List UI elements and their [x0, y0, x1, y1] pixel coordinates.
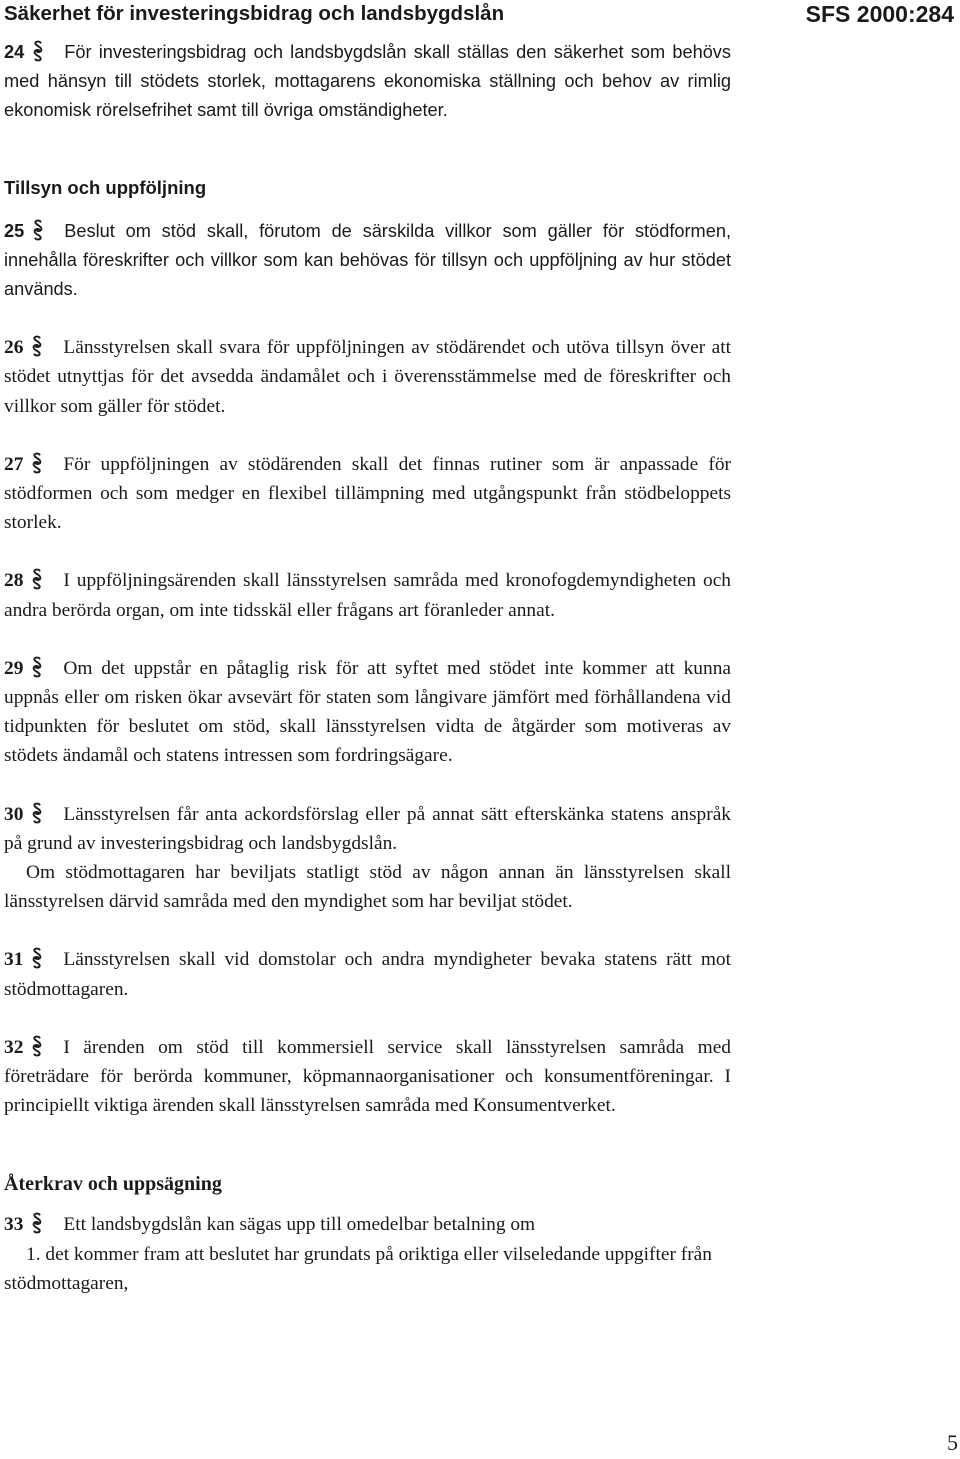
page-header [4, 0, 954, 30]
section-sign-icon [32, 219, 44, 241]
section-sign-icon [32, 40, 44, 62]
section-text: Länsstyrelsen skall svara för uppföljningen av stödärendet och utöva tillsyn över att stödet utnyttjas för det avsedda ändamålet och i överensstämmelse med de föreskrifter och villkor som gäller för stödet. [4, 337, 731, 417]
section-29 [4, 654, 731, 771]
section-text: Beslut om stöd skall, förutom de särskilda villkor som gäller för stödformen, innehålla föreskrifter och villkor som kan behövas för tillsyn och uppföljning av hur stödet används. [4, 220, 731, 300]
section-number: 31 [4, 949, 24, 971]
section-sign-icon [31, 656, 43, 678]
section-sign-icon [31, 1212, 43, 1234]
section-sign-icon [31, 947, 43, 969]
section-sign-icon [31, 568, 43, 590]
page-number: 5 [947, 1430, 958, 1455]
running-title: Säkerhet för investeringsbidrag och landsbygdslån [4, 2, 505, 25]
section-30 [4, 800, 731, 858]
section-number: 30 [4, 803, 24, 825]
section-27 [4, 450, 731, 538]
section-sign-icon [31, 335, 43, 357]
document-body [4, 38, 731, 1298]
section-28 [4, 566, 731, 624]
section-number: 28 [4, 570, 24, 592]
section-25 [4, 217, 731, 305]
section-text: I uppföljningsärenden skall länsstyrelsen samråda med kronofogdemyndigheten och andra berörda organ, om inte tidsskäl eller frågans art föranleder annat. [4, 570, 731, 621]
section-text: I ärenden om stöd till kommersiell service skall länsstyrelsen samråda med företrädare för berörda kommuner, köpmannaorganisationer och konsumentföreningar. I principiellt viktiga ärenden skall länsstyrelsen samråda med Konsumentverket. [4, 1036, 731, 1117]
section-number: 26 [4, 337, 24, 359]
section-number: 32 [4, 1036, 24, 1058]
section-text: Länsstyrelsen skall vid domstolar och andra myndigheter bevaka statens rätt mot stödmottagaren. [4, 949, 731, 1000]
section-number: 27 [4, 453, 24, 475]
section-number: 29 [4, 657, 24, 679]
section-33 [4, 1210, 731, 1239]
section-31 [4, 945, 731, 1003]
heading-tillsyn: Tillsyn och uppföljning [4, 176, 207, 198]
section-sign-icon [31, 1035, 43, 1057]
section-text: Ett landsbygdslån kan sägas upp till omedelbar betalning om [63, 1214, 536, 1236]
section-text: För uppföljningen av stödärenden skall det finnas rutiner som är anpassade för stödformen och som medger en flexibel tillämpning med utgångspunkt från stödbeloppets storlek. [4, 453, 731, 534]
section-text: Länsstyrelsen får anta ackordsförslag eller på annat sätt efterskänka statens anspråk på grund av investeringsbidrag och landsbygdslån. [4, 803, 731, 854]
section-26 [4, 333, 731, 421]
list-item: 1. det kommer fram att beslutet har grundats på oriktiga eller vilseledande uppgifter från stödmottagaren, [4, 1243, 712, 1294]
section-30-continuation: Om stödmottagaren har beviljats statligt stöd av någon annan än länsstyrelsen skall länsstyrelsen därvid samråda med den myndighet som har beviljat stödet. [4, 862, 731, 913]
section-number: 25 [4, 220, 25, 241]
heading-aterkrav: Återkrav och uppsägning [4, 1173, 222, 1196]
section-32 [4, 1033, 731, 1121]
section-text: För investeringsbidrag och landsbygdslån skall ställas den säkerhet som behövs med hänsyn till stödets storlek, mottagarens ekonomiska ställning och behov av rimlig ekonomisk rörelsefrihet samt till övriga omständigheter. [4, 42, 731, 121]
section-24 [4, 38, 731, 126]
section-sign-icon [31, 452, 43, 474]
section-text: Om det uppstår en påtaglig risk för att syftet med stödet inte kommer att kunna uppnås eller om risken ökar avsevärt för staten som långivare jämfört med förhållandena vid tidpunkten för beslutet om stöd, skall länsstyrelsen vidta de åtgärder som motiveras av stödets ändamål och statens intressen som fordringsägare. [4, 657, 731, 767]
section-number: 24 [4, 42, 25, 62]
section-sign-icon [31, 802, 43, 824]
section-number: 33 [4, 1214, 24, 1236]
sfs-number: SFS 2000:284 [805, 1, 954, 27]
